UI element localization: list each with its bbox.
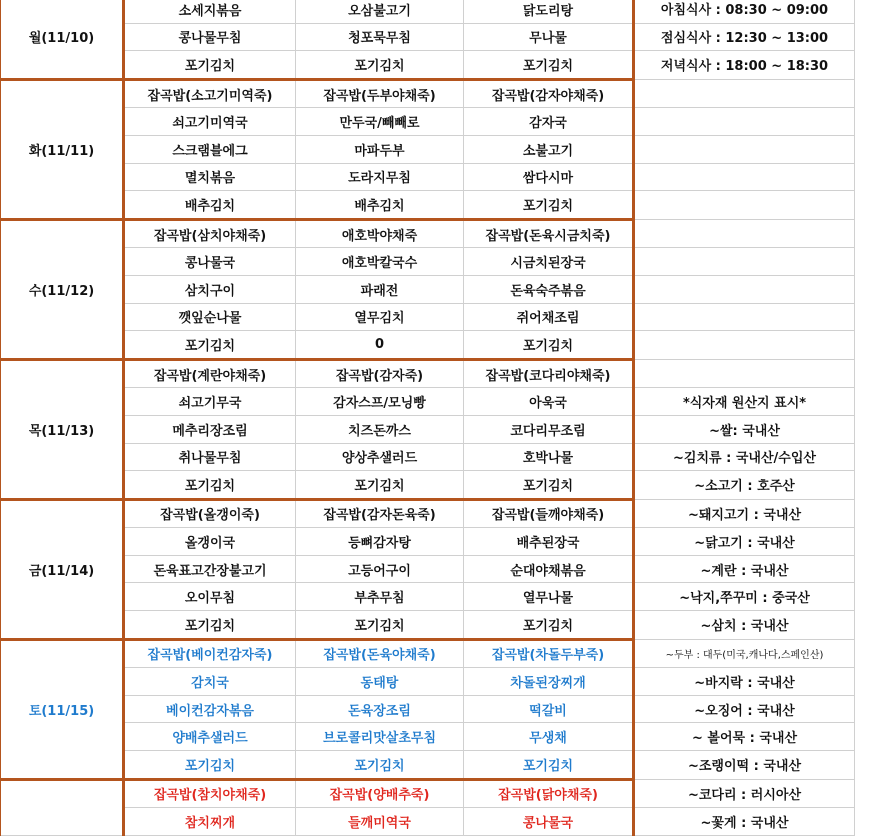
- origin-item: ~코다리 : 러시아산: [634, 779, 855, 808]
- info-empty-cell: [634, 275, 855, 303]
- dinner-cell: 포기김치: [464, 751, 634, 780]
- info-empty-cell: [634, 303, 855, 331]
- menu-row: [0, 23, 855, 51]
- dinner-cell: 잡곡밥(코다리야채죽): [464, 359, 634, 388]
- origin-item: ~닭고기 : 국내산: [634, 528, 855, 556]
- dinner-cell: 무나물: [464, 23, 634, 51]
- info-empty-cell: [634, 79, 855, 108]
- menu-row: [0, 555, 855, 583]
- dinner-cell: 감자국: [464, 108, 634, 136]
- breakfast-cell: 포기김치: [124, 51, 296, 80]
- origin-title: *식자재 원산지 표시*: [634, 388, 855, 416]
- breakfast-cell: 잡곡밥(베이컨감자죽): [124, 639, 296, 668]
- lunch-cell: 청포묵무침: [296, 23, 464, 51]
- breakfast-cell: 콩나물국: [124, 248, 296, 276]
- menu-row: [0, 0, 855, 23]
- info-empty-cell: [634, 331, 855, 360]
- dinner-cell: 소불고기: [464, 135, 634, 163]
- breakfast-cell: 잡곡밥(올갱이죽): [124, 499, 296, 528]
- lunch-cell: 동태탕: [296, 668, 464, 696]
- lunch-cell: 만두국/빼빼로: [296, 108, 464, 136]
- breakfast-cell: 올갱이국: [124, 528, 296, 556]
- day-label: 월(11/10): [0, 0, 124, 79]
- dinner-cell: 시금치된장국: [464, 248, 634, 276]
- menu-row: [0, 779, 855, 808]
- info-empty-cell: [634, 135, 855, 163]
- meal-time-2: 점심식사 : 12:30 ~ 13:00: [634, 23, 855, 51]
- meal-time-1: 아침식사 : 08:30 ~ 09:00: [634, 0, 855, 23]
- menu-row: [0, 248, 855, 276]
- dinner-cell: 쌈다시마: [464, 163, 634, 191]
- lunch-cell: 잡곡밥(양배추죽): [296, 779, 464, 808]
- lunch-cell: 잡곡밥(감자돈육죽): [296, 499, 464, 528]
- dinner-cell: 무생채: [464, 723, 634, 751]
- menu-row: [0, 331, 855, 360]
- lunch-cell: 양상추샐러드: [296, 443, 464, 471]
- lunch-cell: 등뼈감자탕: [296, 528, 464, 556]
- breakfast-cell: 스크램블에그: [124, 135, 296, 163]
- breakfast-cell: 소세지볶음: [124, 0, 296, 23]
- breakfast-cell: 메추리장조림: [124, 415, 296, 443]
- dinner-cell: 포기김치: [464, 51, 634, 80]
- menu-row: [0, 499, 855, 528]
- dinner-cell: 순대야채볶음: [464, 555, 634, 583]
- lunch-cell: 0: [296, 331, 464, 360]
- info-empty-cell: [634, 163, 855, 191]
- menu-row: [0, 51, 855, 80]
- dinner-cell: 호박나물: [464, 443, 634, 471]
- menu-row: [0, 303, 855, 331]
- breakfast-cell: 잡곡밥(삼치야채죽): [124, 219, 296, 248]
- origin-item: ~조랭이떡 : 국내산: [634, 751, 855, 780]
- menu-row: [0, 695, 855, 723]
- dinner-cell: 콩나물국: [464, 808, 634, 836]
- origin-item: ~두부 : 대두(미국,캐나다,스페인산): [634, 639, 855, 668]
- origin-item: ~꽃게 : 국내산: [634, 808, 855, 836]
- menu-row: [0, 443, 855, 471]
- day-label: [0, 779, 124, 835]
- lunch-cell: 도라지무침: [296, 163, 464, 191]
- lunch-cell: 잡곡밥(감자죽): [296, 359, 464, 388]
- menu-row: [0, 275, 855, 303]
- menu-row: [0, 471, 855, 500]
- lunch-cell: 포기김치: [296, 471, 464, 500]
- info-empty-cell: [634, 219, 855, 248]
- menu-row: [0, 191, 855, 220]
- dinner-cell: 떡갈비: [464, 695, 634, 723]
- info-empty-cell: [634, 248, 855, 276]
- breakfast-cell: 포기김치: [124, 471, 296, 500]
- breakfast-cell: 감치국: [124, 668, 296, 696]
- breakfast-cell: 포기김치: [124, 611, 296, 640]
- dinner-cell: 잡곡밥(차돌두부죽): [464, 639, 634, 668]
- origin-item: ~오징어 : 국내산: [634, 695, 855, 723]
- lunch-cell: 브로콜리맛살초무침: [296, 723, 464, 751]
- lunch-cell: 포기김치: [296, 751, 464, 780]
- menu-row: [0, 108, 855, 136]
- lunch-cell: 포기김치: [296, 611, 464, 640]
- lunch-cell: 고등어구이: [296, 555, 464, 583]
- origin-item: ~계란 : 국내산: [634, 555, 855, 583]
- origin-item: ~김치류 : 국내산/수입산: [634, 443, 855, 471]
- breakfast-cell: 콩나물무침: [124, 23, 296, 51]
- breakfast-cell: 쇠고기무국: [124, 388, 296, 416]
- breakfast-cell: 돈육표고간장불고기: [124, 555, 296, 583]
- origin-item: ~쌀: 국내산: [634, 415, 855, 443]
- lunch-cell: 열무김치: [296, 303, 464, 331]
- breakfast-cell: 취나물무침: [124, 443, 296, 471]
- origin-item: ~낙지,쭈꾸미 : 중국산: [634, 583, 855, 611]
- breakfast-cell: 멸치볶음: [124, 163, 296, 191]
- lunch-cell: 포기김치: [296, 51, 464, 80]
- meal-time-3: 저녁식사 : 18:00 ~ 18:30: [634, 51, 855, 80]
- dinner-cell: 포기김치: [464, 611, 634, 640]
- menu-row: [0, 583, 855, 611]
- breakfast-cell: 양배추샐러드: [124, 723, 296, 751]
- lunch-cell: 배추김치: [296, 191, 464, 220]
- breakfast-cell: 잡곡밥(계란야채죽): [124, 359, 296, 388]
- breakfast-cell: 참치찌개: [124, 808, 296, 836]
- day-label: 금(11/14): [0, 499, 124, 639]
- menu-row: [0, 611, 855, 640]
- dinner-cell: 열무나물: [464, 583, 634, 611]
- lunch-cell: 치즈돈까스: [296, 415, 464, 443]
- dinner-cell: 돈육숙주볶음: [464, 275, 634, 303]
- dinner-cell: 잡곡밥(돈육시금치죽): [464, 219, 634, 248]
- dinner-cell: 잡곡밥(감자야채죽): [464, 79, 634, 108]
- lunch-cell: 돈육장조림: [296, 695, 464, 723]
- info-empty-cell: [634, 191, 855, 220]
- origin-item: ~돼지고기 : 국내산: [634, 499, 855, 528]
- dinner-cell: 포기김치: [464, 331, 634, 360]
- lunch-cell: 잡곡밥(두부야채죽): [296, 79, 464, 108]
- dinner-cell: 코다리무조림: [464, 415, 634, 443]
- lunch-cell: 애호박야채죽: [296, 219, 464, 248]
- breakfast-cell: 베이컨감자볶음: [124, 695, 296, 723]
- menu-row: [0, 135, 855, 163]
- info-empty-cell: [634, 108, 855, 136]
- menu-row: [0, 751, 855, 780]
- dinner-cell: 배추된장국: [464, 528, 634, 556]
- dinner-cell: 잡곡밥(들깨야채죽): [464, 499, 634, 528]
- menu-row: [0, 639, 855, 668]
- day-label: 목(11/13): [0, 359, 124, 499]
- menu-row: [0, 723, 855, 751]
- menu-row: [0, 359, 855, 388]
- breakfast-cell: 쇠고기미역국: [124, 108, 296, 136]
- lunch-cell: 감자스프/모닝빵: [296, 388, 464, 416]
- breakfast-cell: 삼치구이: [124, 275, 296, 303]
- dinner-cell: 포기김치: [464, 191, 634, 220]
- menu-row: [0, 388, 855, 416]
- menu-row: [0, 668, 855, 696]
- lunch-cell: 부추무침: [296, 583, 464, 611]
- breakfast-cell: 배추김치: [124, 191, 296, 220]
- dinner-cell: 쥐어채조림: [464, 303, 634, 331]
- lunch-cell: 오삼불고기: [296, 0, 464, 23]
- dinner-cell: 아욱국: [464, 388, 634, 416]
- menu-row: [0, 528, 855, 556]
- lunch-cell: 들깨미역국: [296, 808, 464, 836]
- lunch-cell: 파래전: [296, 275, 464, 303]
- dinner-cell: 닭도리탕: [464, 0, 634, 23]
- breakfast-cell: 잡곡밥(참치야채죽): [124, 779, 296, 808]
- day-label: 화(11/11): [0, 79, 124, 219]
- breakfast-cell: 잡곡밥(소고기미역죽): [124, 79, 296, 108]
- origin-item: ~삼치 : 국내산: [634, 611, 855, 640]
- day-label: 수(11/12): [0, 219, 124, 359]
- menu-row: [0, 79, 855, 108]
- lunch-cell: 애호박칼국수: [296, 248, 464, 276]
- dinner-cell: 차돌된장찌개: [464, 668, 634, 696]
- origin-item: ~소고기 : 호주산: [634, 471, 855, 500]
- breakfast-cell: 오이무침: [124, 583, 296, 611]
- dinner-cell: 잡곡밥(닭야채죽): [464, 779, 634, 808]
- breakfast-cell: 포기김치: [124, 331, 296, 360]
- origin-item: ~바지락 : 국내산: [634, 668, 855, 696]
- day-label: 토(11/15): [0, 639, 124, 779]
- lunch-cell: 잡곡밥(돈육야채죽): [296, 639, 464, 668]
- dinner-cell: 포기김치: [464, 471, 634, 500]
- breakfast-cell: 포기김치: [124, 751, 296, 780]
- info-empty-cell: [634, 359, 855, 388]
- lunch-cell: 마파두부: [296, 135, 464, 163]
- menu-row: [0, 163, 855, 191]
- breakfast-cell: 깻잎순나물: [124, 303, 296, 331]
- menu-row: [0, 219, 855, 248]
- origin-item: ~ 볼어묵 : 국내산: [634, 723, 855, 751]
- menu-row: [0, 808, 855, 836]
- menu-row: [0, 415, 855, 443]
